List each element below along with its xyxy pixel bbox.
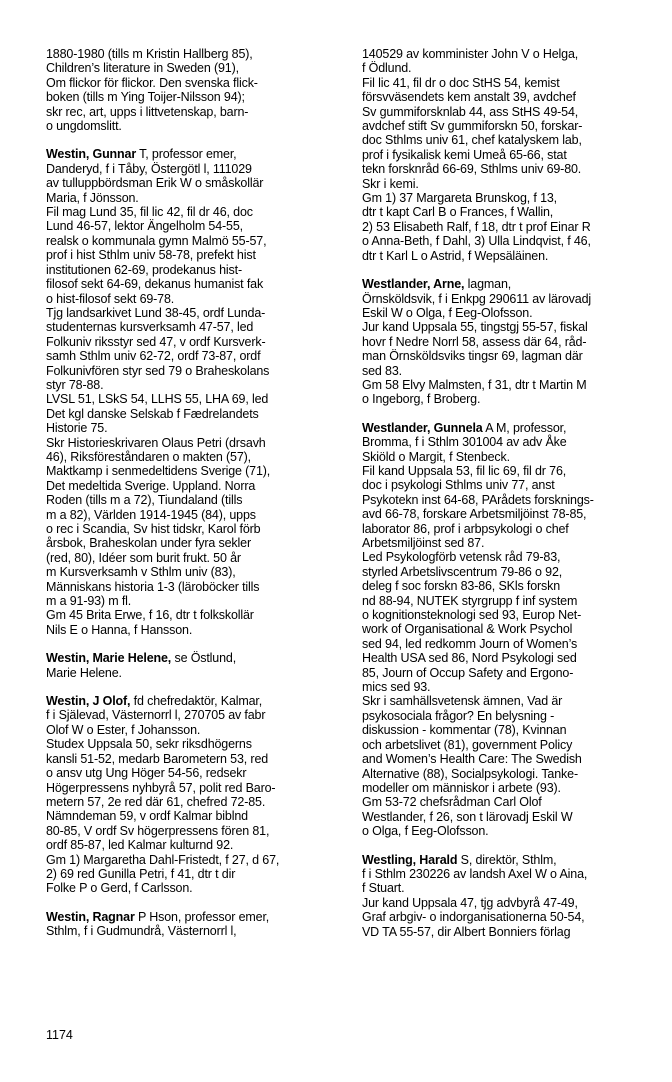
biography-entry [46, 910, 342, 939]
entry-text-line: doc i psykologi Sthlms univ 77, anst [362, 478, 555, 493]
entry-text-line: o ungdomslitt. [46, 119, 122, 134]
entry-text-line: VD TA 55-57, dir Albert Bonniers förlag [362, 924, 571, 939]
entry-text-line: Westlander, f 26, son t lärovadj Eskil W [362, 809, 573, 824]
entry-text-line: Det kgl danske Selskab f Fædrelandets [46, 406, 259, 421]
entry-headword: Westlander, Arne, [362, 277, 465, 292]
entry-text-line: Sthlm, f i Gudmundrå, Västernorrl l, [46, 924, 237, 939]
entry-text-line: Om flickor för flickor. Den svenska flick- [46, 75, 258, 90]
entry-text-line: sed 94, led redkomm Journ of Women’s [362, 636, 578, 651]
biography-entry [46, 651, 342, 680]
entry-title-rest: A M, professor, [482, 420, 567, 435]
entry-text-line: diskussion - kommentar (78), Kvinnan [362, 723, 567, 738]
entry-text-line: Alternative (88), Socialpsykologi. Tanke- [362, 766, 578, 781]
entry-text-line: Gm 45 Brita Erwe, f 16, dtr t folkskollär [46, 608, 254, 623]
entry-text-line: 2) 69 red Gunilla Petri, f 41, dtr t dir [46, 866, 236, 881]
entry-text-line: avdchef stift Sv gummiforskn 50, forskar- [362, 119, 583, 134]
entry-text-line: Jur kand Uppsala 47, tjg advbyrå 47-49, [362, 895, 578, 910]
entry-text-line: skr rec, art, upps i littvetenskap, barn- [46, 104, 249, 119]
entry-text-line: Olof W o Ester, f Johansson. [46, 722, 201, 737]
entry-text-line: m Kursverksamh v Sthlm univ (83), [46, 565, 236, 580]
entry-first-line [362, 421, 654, 435]
entry-text-line: Skr i samhällsvetensk ämnen, Vad är [362, 694, 563, 709]
entry-text-line: sed 83. [362, 363, 402, 378]
entry-text-line: Gm 1) Margaretha Dahl-Fristedt, f 27, d 67, [46, 852, 280, 867]
entry-first-line [46, 694, 342, 708]
entry-text-line: Nämndeman 59, v ordf Kalmar biblnd [46, 809, 248, 824]
entry-text-line: Arbetsmiljöinst sed 87. [362, 536, 485, 550]
entry-text-line: 80-85, V ordf Sv högerpressens fören 81, [46, 823, 270, 838]
entry-text-line: styrled Arbetslivscentrum 79-86 o 92, [362, 564, 563, 579]
entry-text-line: samh Sthlm univ 62-72, ordf 73-87, ordf [46, 349, 261, 364]
entry-text-line: Graf arbgiv- o indorganisationerna 50-54, [362, 910, 585, 925]
entry-text-line: Folke P o Gerd, f Carlsson. [46, 881, 193, 896]
entry-text-line: Fil mag Lund 35, fil lic 42, fil dr 46, doc [46, 205, 253, 220]
entry-first-line [46, 910, 342, 924]
entry-text-line: Maktkamp i senmedeltidens Sverige (71), [46, 464, 271, 479]
entry-headword: Westin, Gunnar [46, 147, 137, 162]
entry-text-line: mics sed 93. [362, 680, 431, 695]
entry-text-line: psykosociala frågor? En belysning - [362, 708, 555, 723]
entry-text-line: filosof sekt 64-69, dekanus humanist fak [46, 277, 264, 292]
entry-text-line: prof i hist Sthlm univ 58-78, prefekt hist [46, 248, 256, 263]
entry-text-line: modeller om människor i arbete (93). [362, 780, 561, 795]
entry-headword: Westlander, Gunnela [362, 420, 483, 435]
entry-text-line: tekn forsknråd 66-69, Sthlms univ 69-80. [362, 162, 582, 177]
biography-entry [362, 853, 654, 939]
entry-text-line: årsbok, Braheskolan under fyra sekler [46, 536, 251, 551]
entry-text-line: Människans historia 1-3 (läroböcker tills [46, 579, 260, 594]
entry-text-line: realsk o kommunala gymn Malmö 55-57, [46, 233, 267, 248]
entry-text-line: Studex Uppsala 50, sekr riksdhögerns [46, 737, 252, 752]
entry-text-line: m a 82), Världen 1914-1945 (84), upps [46, 507, 256, 522]
entry-text-line: Roden (tills m a 72), Tiundaland (tills [46, 493, 243, 508]
entry-text-line: Skiöld o Margit, f Stenbeck. [362, 449, 510, 464]
entry-headword: Westin, Marie Helene, [46, 651, 172, 666]
entry-text-line: o hist-filosof sekt 69-78. [46, 291, 175, 306]
entry-first-line [362, 277, 654, 291]
entry-first-line [46, 651, 342, 665]
biography-entry [362, 421, 654, 839]
entry-text-line: dtr t Karl L o Astrid, f Wepsäläinen. [362, 248, 549, 263]
entry-text-line: Nils E o Hanna, f Hansson. [46, 622, 193, 637]
entry-text-line: kansli 51-52, medarb Barometern 53, red [46, 751, 269, 766]
left-column [46, 47, 342, 953]
entry-text-line: styr 78-88. [46, 377, 104, 392]
entry-text-line: Eskil W o Olga, f Eeg-Olofsson. [362, 305, 533, 320]
biography-entry [46, 47, 342, 133]
entry-text-line: Jur kand Uppsala 55, tingstgj 55-57, fiskal [362, 320, 588, 335]
biography-entry [46, 694, 342, 896]
entry-text-line: Folkuniv riksstyr sed 47, v ordf Kursverk- [46, 334, 266, 349]
entry-text-line: o ansv utg Ung Höger 54-56, redsekr [46, 766, 247, 781]
entry-text-line: ordf 85-87, led Kalmar kulturnd 92. [46, 838, 234, 853]
entry-title-rest: T, professor emer, [136, 147, 237, 162]
entry-text-line: och arbetslivet (81), government Policy [362, 737, 573, 752]
entry-text-line: Lund 46-57, lektor Ängelholm 54-55, [46, 219, 243, 234]
entry-text-line: nd 88-94, NUTEK styrgrupp f inf system [362, 593, 578, 608]
right-column [362, 47, 654, 953]
entry-text-line: Maria, f Jönsson. [46, 190, 139, 205]
entry-text-line: f Ödlund. [362, 61, 412, 76]
entry-text-line: Psykotekn inst 64-68, PArådets forsknings- [362, 492, 594, 507]
entry-text-line: metern 57, 2e red där 61, chefred 72-85. [46, 794, 266, 809]
entry-text-line: o rec i Scandia, Sv hist tidskr, Karol förb [46, 522, 261, 536]
entry-text-line: försvväsendets kem anstalt 39, avdchef [362, 90, 576, 105]
entry-text-line: Led Psykologförb vetensk råd 79-83, [362, 550, 561, 565]
entry-text-line: Historie 75. [46, 421, 108, 436]
entry-text-line: dtr t kapt Carl B o Frances, f Wallin, [362, 205, 554, 220]
biography-entry [46, 147, 342, 637]
entry-headword: Westin, J Olof, [46, 694, 131, 709]
page-number: 1174 [46, 1028, 73, 1042]
entry-text-line: Bromma, f i Sthlm 301004 av adv Åke [362, 435, 567, 450]
entry-text-line: laborator 86, prof i arbpsykologi o chef [362, 521, 569, 536]
entry-text-line: Gm 1) 37 Margareta Brunskog, f 13, [362, 191, 557, 206]
entry-text-line: Det medeltida Sverige. Uppland. Norra [46, 478, 256, 493]
entry-text-line: institutionen 62-69, prodekanus hist- [46, 262, 242, 277]
entry-text-line: o Anna-Beth, f Dahl, 3) Ulla Lindqvist, f 46, [362, 234, 591, 249]
entry-text-line: Örnsköldsvik, f i Enkpg 290611 av lärovadj [362, 291, 592, 306]
entry-first-line [362, 853, 654, 867]
entry-text-line: LVSL 51, LSkS 54, LLHS 55, LHA 69, led [46, 392, 269, 407]
entry-title-rest: fd chefredaktör, Kalmar, [130, 694, 263, 709]
entry-text-line: Danderyd, f i Tåby, Östergötl l, 111029 [46, 161, 252, 176]
entry-headword: Westling, Harald [362, 852, 458, 867]
entry-text-line: Tjg landsarkivet Lund 38-45, ordf Lunda- [46, 305, 266, 320]
entry-text-line: hovr f Nedre Norrl 58, assess där 64, råd- [362, 334, 587, 349]
entry-text-line: Gm 53-72 chefsrådman Carl Olof [362, 795, 542, 810]
entry-headword: Westin, Ragnar [46, 909, 135, 924]
entry-text-line: o Olga, f Eeg-Olofsson. [362, 824, 489, 839]
entry-text-line: boken (tills m Ying Toijer-Nilsson 94); [46, 90, 245, 105]
entry-text-line: Sv gummiforsknlab 44, ass StHS 49-54, [362, 104, 579, 119]
entry-first-line [46, 147, 342, 161]
entry-text-line: avd 66-78, forskare Arbetsmiljöinst 78-85, [362, 507, 587, 522]
entry-text-line: Gm 58 Elvy Malmsten, f 31, dtr t Martin M [362, 377, 587, 392]
entry-text-line: f Stuart. [362, 881, 405, 896]
entry-title-rest: P Hson, professor emer, [134, 909, 270, 924]
entry-text-line: prof i fysikalisk kemi Umeå 65-66, stat [362, 147, 567, 162]
entry-title-rest: se Östlund, [171, 651, 237, 666]
entry-text-line: 85, Journ of Occup Safety and Ergono- [362, 665, 574, 680]
entry-text-line: o Ingeborg, f Broberg. [362, 392, 481, 407]
entry-text-line: 2) 53 Elisabeth Ralf, f 18, dtr t prof Einar R [362, 219, 591, 234]
biography-entry [362, 47, 654, 263]
entry-text-line: Fil lic 41, fil dr o doc StHS 54, kemist [362, 75, 560, 90]
biography-entry [362, 277, 654, 407]
entry-text-line: doc Sthlms univ 61, chef katalyskem lab, [362, 133, 582, 148]
entry-text-line: Folkunivfören styr sed 79 o Braheskolans [46, 363, 270, 378]
entry-title-rest: S, direktör, Sthlm, [457, 852, 557, 867]
entry-text-line: m a 91-93) m fl. [46, 594, 132, 609]
entry-text-line: f i Själevad, Västernorrl l, 270705 av fabr [46, 708, 266, 723]
entry-text-line: deleg f soc forskn 83-86, SKls forskn [362, 579, 561, 594]
entry-text-line: work of Organisational & Work Psychol [362, 622, 573, 637]
entry-text-line: 1880-1980 (tills m Kristin Hallberg 85), [46, 47, 253, 61]
entry-text-line: 46), Riksföreståndaren o makten (57), [46, 449, 251, 464]
entry-text-line: Children’s literature in Sweden (91), [46, 61, 239, 76]
entry-text-line: 140529 av komminister John V o Helga, [362, 47, 579, 61]
entry-text-line: Skr i kemi. [362, 176, 419, 191]
entry-text-line: o kognitionsteknologi sed 93, Europ Net- [362, 608, 582, 623]
entry-text-line: Health USA sed 86, Nord Psykologi sed [362, 651, 577, 666]
entry-text-line: f i Sthlm 230226 av landsh Axel W o Aina, [362, 866, 588, 881]
entry-text-line: Skr Historieskrivaren Olaus Petri (drsavh [46, 435, 266, 450]
entry-text-line: Marie Helene. [46, 665, 122, 680]
entry-text-line: and Women’s Health Care: The Swedish [362, 752, 582, 767]
entry-text-line: studenternas kursverksamh 47-57, led [46, 320, 254, 335]
entry-text-line: Fil kand Uppsala 53, fil lic 69, fil dr 76, [362, 463, 567, 478]
entry-text-line: av tulluppbördsman Erik W o småskollär [46, 176, 264, 191]
entry-text-line: (red, 80), Idéer som burit frukt. 50 år [46, 550, 241, 565]
entry-text-line: man Örnsköldsviks tingsr 69, lagman där [362, 349, 583, 364]
entry-title-rest: lagman, [464, 277, 512, 292]
entry-text-line: Högerpressens nyhbyrå 57, polit red Baro- [46, 780, 276, 795]
